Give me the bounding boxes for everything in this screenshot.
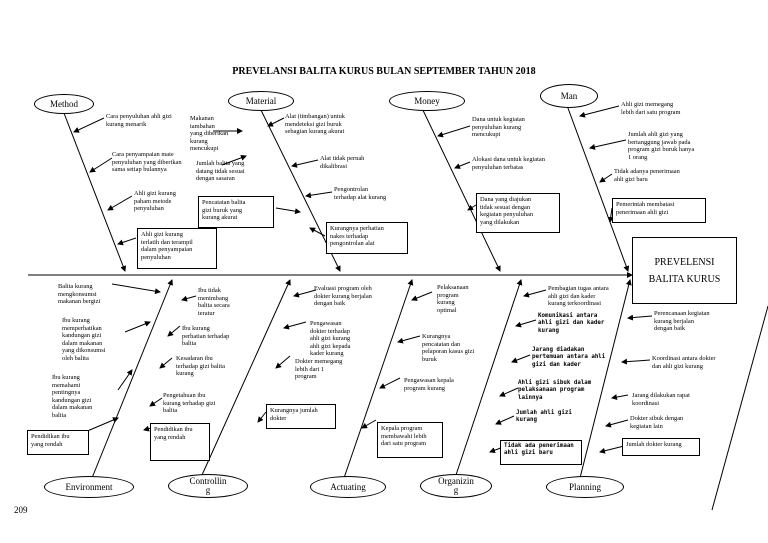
cause-material-5: Alat tidak pernah dikalibrasi (320, 155, 365, 170)
category-money: Money (389, 91, 465, 111)
cause-environment-3: Ibu kurang memahami pentingnya kandungan gizi dalam makanan balita (52, 374, 93, 419)
cause-planning-3: Jarang dilakukan rapat koordinasi (632, 392, 690, 407)
cause-organizing-a-4: Kepala program membawahi lebih dari satu program (377, 422, 443, 458)
cause-method-1: Cara penyuluhan ahli gizi kurang menarik (106, 113, 172, 128)
cause-method-3: Ahli gizi kurang paham metode penyuluhan (134, 190, 176, 213)
cause-actuating-2: Pengawasan dokter terhadap ahli gizi kurang ahli gizi kepada kader kurang (310, 320, 351, 358)
cause-environment-2: Ibu kurang memperhatikan kandungan gizi dalam makanan yang dikonsumsi oleh balita (62, 317, 106, 362)
cause-organizing-b-1: Pembagian tugas antara ahli gizi dan kader kurang terkoordinasi (548, 285, 609, 308)
cause-organizing-b-2: Komunikasi antara ahli gizi dan kader kurang (538, 313, 605, 334)
cause-man-2: Jumlah ahli gizi yang bertanggung jawab pada program gizi buruk hanya 1 orang (628, 131, 695, 161)
cause-controlling-3: Kesadaran ibu terhadap gizi balita kurang (176, 355, 225, 378)
category-environment: Environment (44, 476, 134, 498)
cause-controlling-1: Ibu tidak menimbang balita secara teratur (198, 287, 230, 317)
cause-controlling-2: Ibu kurang perhatian terhadap balita (182, 325, 230, 348)
cause-planning-1: Perencanaan kegiatan kurang berjalan dengan baik (654, 310, 710, 333)
bone-man (565, 100, 628, 271)
cause-actuating-4: Kurangnya jumlah dokter (266, 404, 336, 429)
cause-man-3: Tidak adanya penerimaan ahli gizi baru (614, 168, 680, 183)
category-planning: Planning (546, 476, 624, 498)
cause-actuating-3: Dokter memegang lebih dari 1 program (295, 358, 343, 381)
cause-organizing-a-2: Kurangnya pencatatan dan pelaporan kasus gizi buruk (422, 333, 475, 363)
problem-head-box: PREVELENSI BALITA KURUS (632, 237, 737, 304)
cause-organizing-b-6: Tidak ada penerimaan ahli gizi baru (500, 440, 582, 465)
cause-organizing-a-3: Pengawasan kepala program kurang (404, 377, 454, 392)
diagram-title: PREVELANSI BALITA KURUS BULAN SEPTEMBER TAHUN 2018 (232, 66, 536, 77)
cause-man-1: Ahli gizi memegang lebih dari satu program (621, 101, 681, 116)
page-number: 209 (14, 505, 28, 515)
cause-material-2: Jumlah balita yang datang tidak sesuai dengan sasaran (196, 160, 245, 183)
bone-extra (712, 306, 768, 510)
cause-planning-5: Jumlah dokter kurang (622, 438, 700, 456)
cause-actuating-1: Evaluasi program oleh dokter kurang berjalan dengan baik (314, 285, 372, 308)
cause-environment-4: Pendidikan ibu yang rendah (27, 430, 89, 455)
cause-planning-2: Koordinasi antara dokter dan ahli gizi kurang (652, 355, 716, 370)
cause-method-2: Cara penyampaian mate penyuluhan yang diberikan sama setiap bulannya (112, 151, 182, 174)
cause-controlling-5: Pendidikan ibu yang rendah (150, 423, 210, 461)
cause-material-1: Makanan tambahan yang diberikan kurang mencukupi (190, 115, 229, 153)
cause-controlling-4: Pengetahuan ibu kurang terhadap gizi balita (163, 392, 216, 415)
cause-environment-1: Balita kurang mengkonsumsi makanan bergizi (58, 283, 101, 306)
cause-method-4: Ahli gizi kurang terlatih dan terampil dalam penyampaian penyuluhan (137, 228, 217, 269)
category-controlling: Controllin g (168, 474, 248, 498)
category-material: Material (228, 91, 294, 111)
cause-material-7: Kurangnya perhatian nakes terhadap pengontrolan alat (326, 222, 408, 254)
cause-organizing-b-5: Jumlah ahli gizi kurang (516, 410, 572, 424)
cause-material-4: Alat (timbangan) untuk mendeteksi gizi buruk sebagian kurang akurat (285, 113, 345, 136)
cause-organizing-b-3: Jarang diadakan pertemuan antara ahli gizi dan kader (532, 347, 606, 368)
category-actuating: Actuating (310, 476, 386, 498)
cause-planning-4: Dokter sibuk dengan kegiatan lain (630, 415, 684, 430)
cause-organizing-b-4: Ahli gizi sibuk dalam pelaksanaan program lainnya (518, 380, 592, 401)
cause-money-3: Dana yang diajukan tidak sesuai dengan kegiatan penyuluhan yang dilakukan (476, 193, 560, 233)
cause-organizing-a-1: Pelaksanaan program kurang optimal (437, 284, 469, 314)
category-organizing: Organizin g (420, 474, 492, 498)
cause-money-1: Dana untuk kegiatan penyuluhan kurang mencukupi (472, 116, 525, 139)
category-man: Man (540, 84, 598, 108)
cause-material-6: Pengontrolan terhadap alat kurang (334, 186, 387, 201)
cause-man-4: Pemerintah membatasi penerimaan ahli gizi (612, 198, 706, 223)
cause-money-2: Alokasi dana untuk kegiatan penyuluhan terbatas (472, 156, 545, 171)
category-method: Method (34, 94, 94, 114)
cause-material-3: Pencatatan balita gizi buruk yang kurang akurat (198, 196, 274, 228)
bone-method (62, 108, 125, 271)
